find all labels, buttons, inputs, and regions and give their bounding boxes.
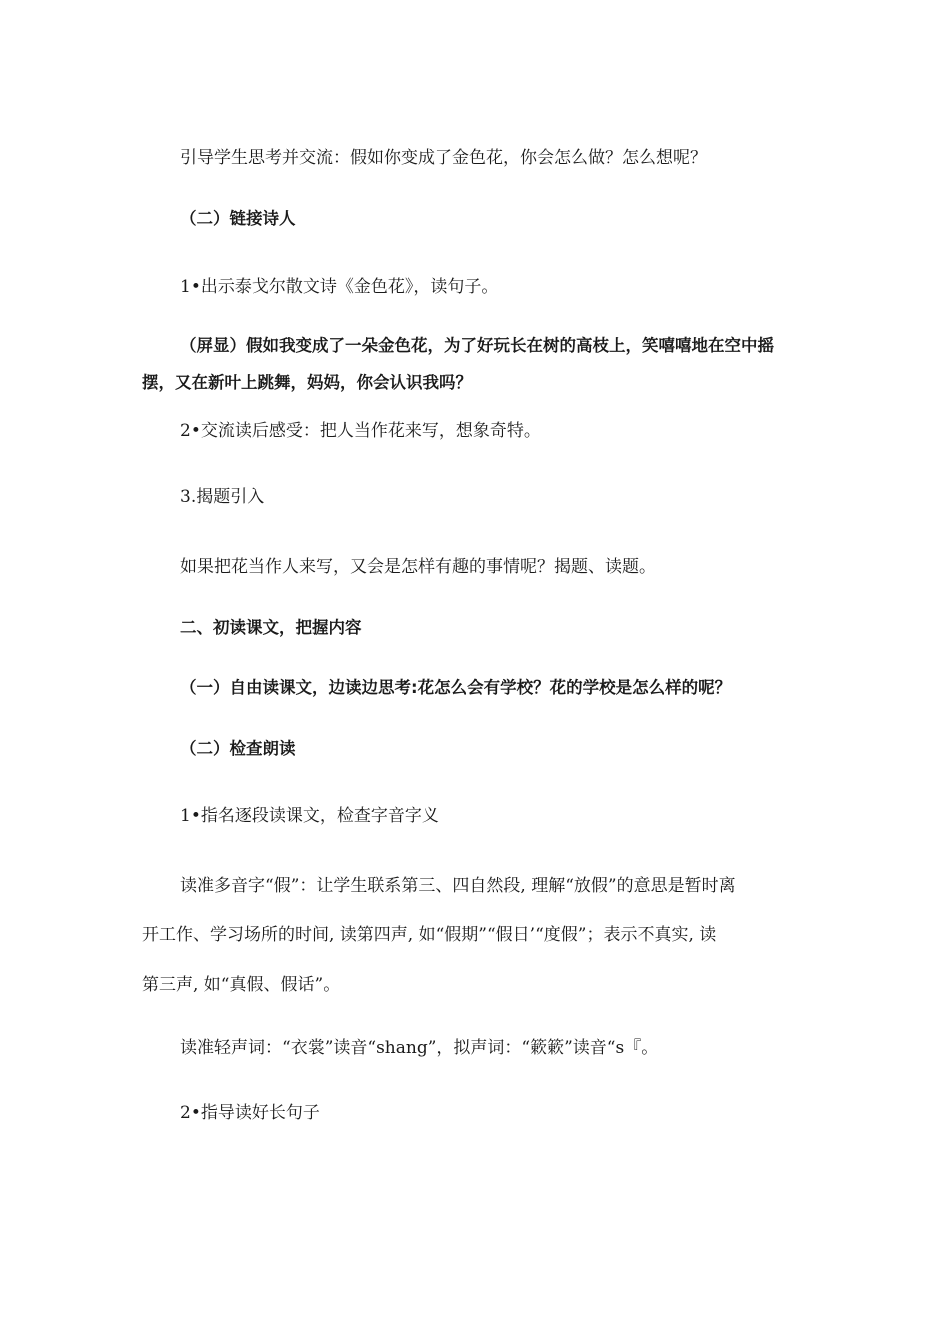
paragraph-text: 3.揭题引入: [180, 487, 265, 507]
paragraph-text: 开工作、学习场所的时间, 读第四声, 如“假期”“假日’“度假”；表示不真实, 读: [142, 925, 717, 945]
paragraph-text: 读准轻声词：“衣裳”读音“shang”，拟声词：“簌簌”读音“s『。: [180, 1038, 659, 1058]
section-heading: （一）自由读课文，边读边思考:花怎么会有学校？花的学校是怎么样的呢？: [180, 678, 732, 697]
paragraph-text: 1•出示泰戈尔散文诗《金色花》，读句子。: [180, 277, 499, 297]
section-heading: 二、初读课文，把握内容: [180, 618, 362, 637]
quote-text: （屏显）假如我变成了一朵金色花，为了好玩长在树的高枝上，笑嘻嘻地在空中摇: [180, 336, 774, 355]
paragraph-text: 2•指导读好长句子: [180, 1103, 320, 1123]
paragraph-text: 1•指名逐段读课文，检查字音字义: [180, 806, 439, 826]
paragraph-text: 引导学生思考并交流：假如你变成了金色花，你会怎么做？怎么想呢？: [180, 148, 707, 168]
section-heading: （二）链接诗人: [180, 209, 296, 228]
section-heading: （二）检查朗读: [180, 739, 296, 758]
paragraph-text: 读准多音字“假”：让学生联系第三、四自然段, 理解“放假”的意思是暂时离: [180, 876, 736, 896]
paragraph-text: 2•交流读后感受：把人当作花来写，想象奇特。: [180, 421, 541, 441]
quote-text: 摆，又在新叶上跳舞，妈妈，你会认识我吗？: [142, 373, 472, 392]
paragraph-text: 第三声, 如“真假、假话”。: [142, 975, 341, 995]
paragraph-text: 如果把花当作人来写，又会是怎样有趣的事情呢？揭题、读题。: [180, 557, 656, 577]
